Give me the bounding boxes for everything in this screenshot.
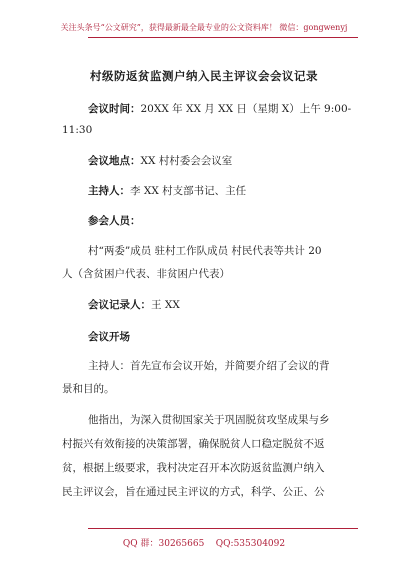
host-speech-line2: 景和目的。 (62, 383, 115, 395)
recorder-label: 会议记录人： (88, 299, 151, 311)
meeting-time-value: 20XX 年 XX 月 XX 日（星期 X）上午 9:00- (140, 103, 352, 115)
meeting-time-line (88, 101, 351, 116)
meeting-place-label: 会议地点： (88, 155, 141, 167)
recorder-line (88, 297, 180, 312)
host-line (88, 183, 246, 198)
meeting-time-continued: 11:30 (62, 124, 93, 136)
host-label: 主持人： (88, 185, 130, 197)
body-paragraph-line1: 他指出，为深入贯彻国家关于巩固脱贫攻坚成果与乡 (88, 414, 330, 426)
meeting-place-line (88, 153, 232, 168)
host-speech-line1: 主持人：首先宣布会议开始，并简要介绍了会议的背 (88, 360, 330, 372)
host-value: 李 XX 村支部书记、主任 (130, 185, 247, 197)
footer-qq-group: QQ 群：30265665 (122, 539, 205, 549)
recorder-value: 王 XX (151, 299, 180, 311)
footer-divider (88, 528, 358, 529)
attendees-text-line2: 人（含贫困户代表、非贫困户代表） (62, 268, 230, 280)
header-divider (88, 37, 358, 38)
meeting-place-value: XX 村村委会会议室 (140, 155, 233, 167)
attendees-text-line1: 村“两委”成员 驻村工作队成员 村民代表等共计 20 (88, 245, 322, 257)
body-paragraph-line3: 贫，根据上级要求，我村决定召开本次防返贫监测户纳入 (62, 462, 325, 474)
document-title: 村级防返贫监测户纳入民主评议会会议记录 (90, 69, 318, 83)
body-paragraph-line2: 村振兴有效衔接的决策部署，确保脱贫人口稳定脱贫不返 (62, 438, 325, 450)
meeting-time-label: 会议时间： (88, 103, 141, 115)
footer-contact (0, 536, 408, 549)
opening-heading: 会议开场 (88, 331, 130, 343)
attendees-label: 参会人员： (88, 215, 141, 227)
header-promo-note: 关注头条号“公文研究”，获得最新最全最专业的公文资料库！ 微信：gongwenyj (60, 23, 348, 32)
footer-qq: QQ:535304092 (215, 539, 286, 549)
body-paragraph-line4: 民主评议会，旨在通过民主评议的方式，科学、公正、公 (62, 486, 325, 498)
